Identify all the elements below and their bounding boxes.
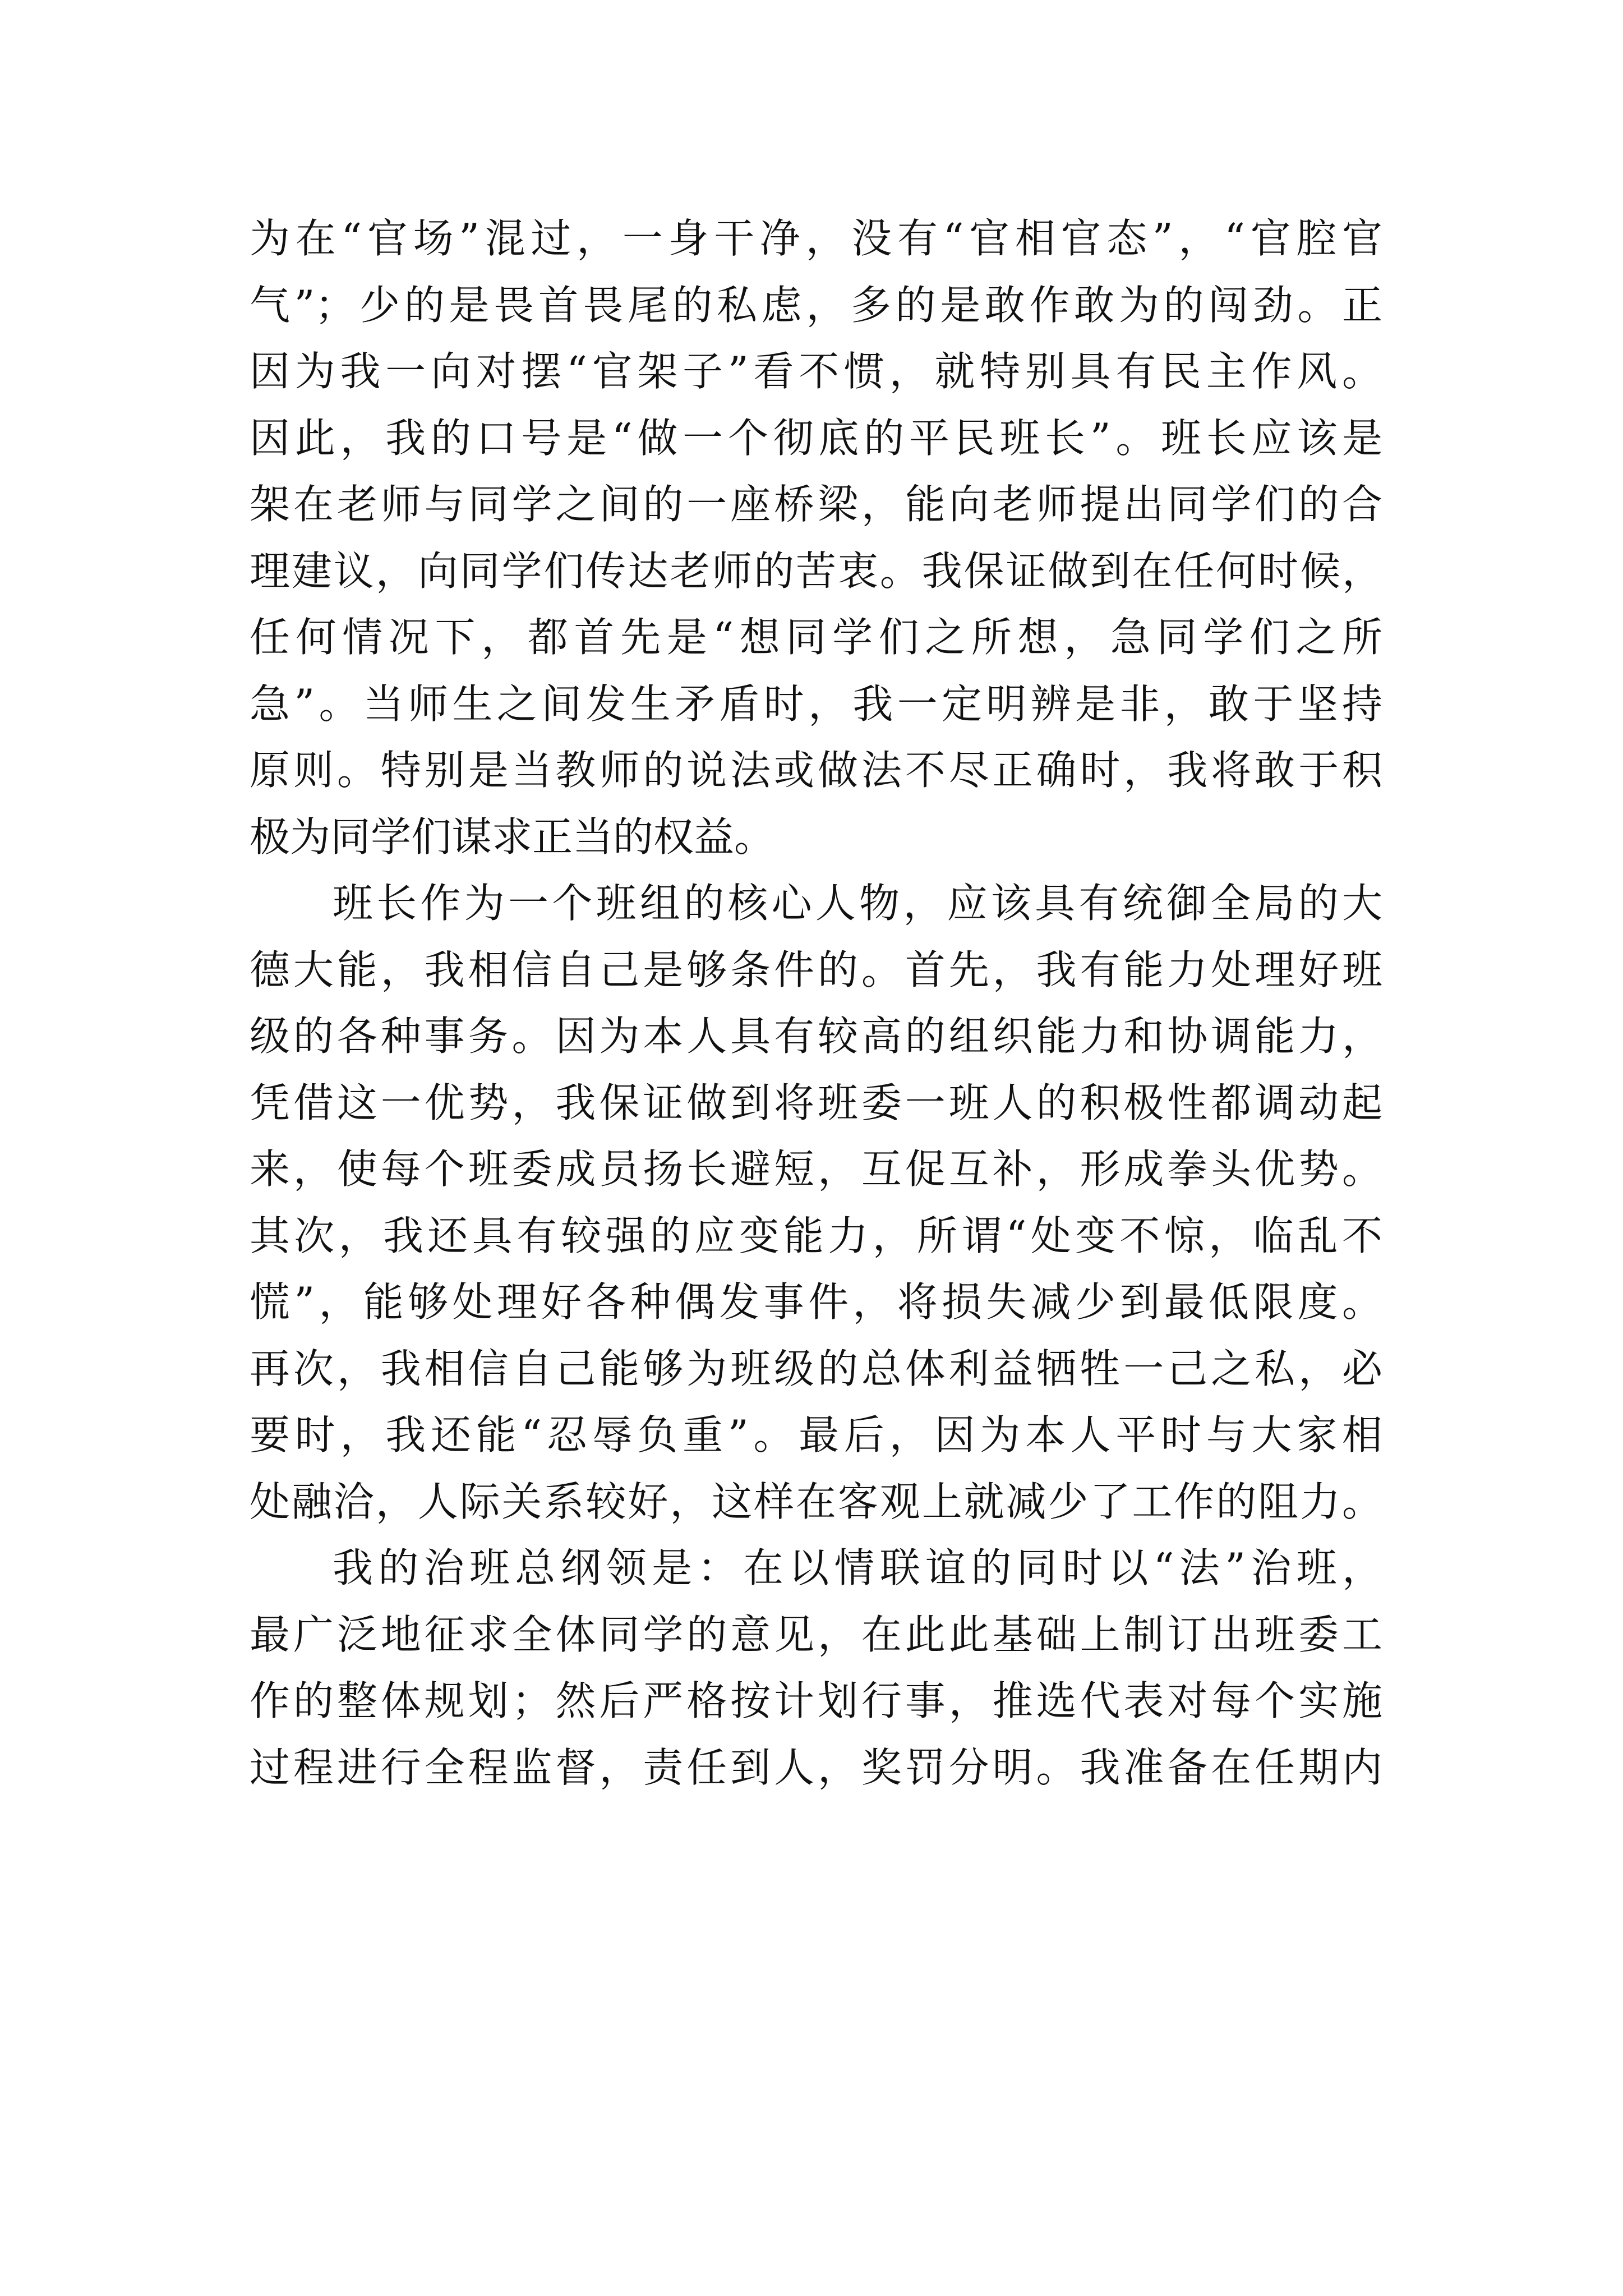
- text-line: 任何情况下，都首先是“想同学们之所想，急同学们之所: [250, 614, 1382, 661]
- text-line: 处融洽，人际关系较好，这样在客观上就减少了工作的阻力。: [250, 1478, 1382, 1525]
- text-line: 因为我一向对摆“官架子”看不惯，就特别具有民主作风。: [250, 348, 1382, 395]
- text-line: 要时，我还能“忍辱负重”。最后，因为本人平时与大家相: [250, 1411, 1382, 1458]
- text-line: 级的各种事务。因为本人具有较高的组织能力和协调能力，: [250, 1013, 1382, 1060]
- text-line: 慌”，能够处理好各种偶发事件，将损失减少到最低限度。: [250, 1278, 1382, 1326]
- text-line: 其次，我还具有较强的应变能力，所谓“处变不惊，临乱不: [250, 1212, 1382, 1259]
- text-line: 来，使每个班委成员扬长避短，互促互补，形成拳头优势。: [250, 1145, 1382, 1193]
- text-line: 为在“官场”混过，一身干净，没有“官相官态”，“官腔官: [250, 215, 1382, 262]
- text-line: 作的整体规划；然后严格按计划行事，推选代表对每个实施: [250, 1677, 1382, 1724]
- text-line: 德大能，我相信自己是够条件的。首先，我有能力处理好班: [250, 946, 1382, 993]
- body-text: [250, 205, 1382, 1801]
- paragraph: [250, 205, 1382, 870]
- text-line: 再次，我相信自己能够为班级的总体利益牺牲一己之私，必: [250, 1345, 1382, 1392]
- text-line: 最广泛地征求全体同学的意见，在此此基础上制订出班委工: [250, 1611, 1382, 1658]
- text-line: 我的治班总纲领是：在以情联谊的同时以“法”治班，: [333, 1544, 1382, 1591]
- text-line: 凭借这一优势，我保证做到将班委一班人的积极性都调动起: [250, 1079, 1382, 1126]
- text-line: 气”；少的是畏首畏尾的私虑，多的是敢作敢为的闯劲。正: [250, 281, 1382, 329]
- text-line: 班长作为一个班组的核心人物，应该具有统御全局的大: [333, 880, 1382, 927]
- paragraph: [250, 1535, 1382, 1801]
- text-line: 理建议，向同学们传达老师的苦衷。我保证做到在任何时候，: [250, 547, 1382, 595]
- paragraph: [250, 870, 1382, 1535]
- text-line: 过程进行全程监督，责任到人，奖罚分明。我准备在任期内: [250, 1743, 1382, 1791]
- text-line: 因此，我的口号是“做一个彻底的平民班长”。班长应该是: [250, 414, 1382, 462]
- text-line: 原则。特别是当教师的说法或做法不尽正确时，我将敢于积: [250, 747, 1382, 794]
- text-line: 极为同学们谋求正当的权益。: [250, 813, 775, 861]
- text-line: 急”。当师生之间发生矛盾时，我一定明辨是非，敢于坚持: [250, 680, 1382, 728]
- text-line: 架在老师与同学之间的一座桥梁，能向老师提出同学们的合: [250, 481, 1382, 528]
